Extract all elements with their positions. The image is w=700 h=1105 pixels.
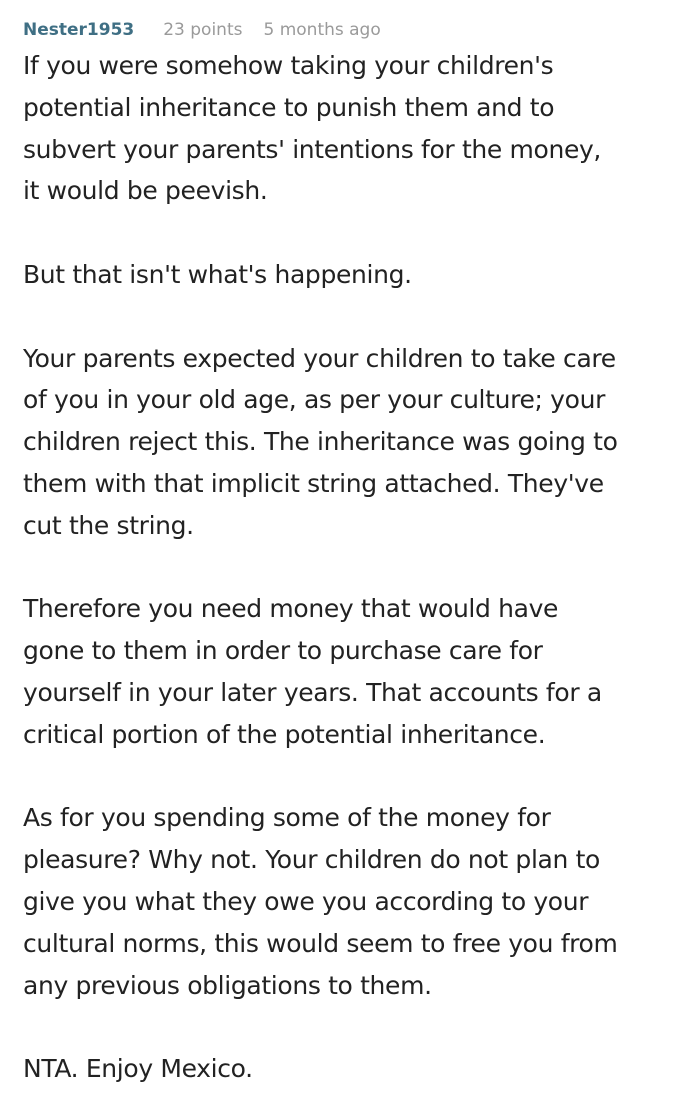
comment-line: Your parents expected your children to take care	[23, 343, 616, 373]
paragraph-gap	[23, 756, 683, 798]
comment-line: children reject this. The inheritance was going to	[23, 427, 618, 457]
comment-line: cultural norms, this would seem to free you from	[23, 928, 618, 958]
comment-line: subvert your parents' intentions for the money,	[23, 134, 602, 164]
comment-author[interactable]: Nester1953	[23, 20, 135, 40]
comment-line: it would be peevish.	[23, 176, 268, 206]
comment-line: critical portion of the potential inheritance.	[23, 719, 546, 749]
comment-line: give you what they owe you according to your	[23, 886, 589, 916]
comment-line: pleasure? Why not. Your children do not plan to	[23, 845, 600, 875]
comment-line: yourself in your later years. That accounts for a	[23, 677, 602, 707]
comment-line: any previous obligations to them.	[23, 970, 432, 1000]
comment-line: them with that implicit string attached. They've	[23, 468, 604, 498]
paragraph-gap	[23, 547, 683, 589]
paragraph-gap	[23, 296, 683, 338]
paragraph-gap	[23, 212, 683, 254]
comment-points: 23 points	[163, 20, 243, 40]
comment-paragraph	[23, 338, 683, 547]
comment-paragraph	[23, 254, 683, 296]
comment-paragraph	[23, 1048, 683, 1090]
comment-paragraph	[23, 45, 683, 212]
comment-body	[23, 45, 683, 1090]
comment-paragraph	[23, 797, 683, 1006]
comment-line: If you were somehow taking your children's	[23, 51, 554, 80]
paragraph-gap	[23, 1006, 683, 1048]
comment-line: gone to them in order to purchase care for	[23, 636, 543, 666]
comment-line: potential inheritance to punish them and to	[23, 92, 555, 122]
comment-line: cut the string.	[23, 510, 194, 540]
comment-line: of you in your old age, as per your culture; your	[23, 385, 605, 415]
comment-age[interactable]: 5 months ago	[263, 20, 381, 40]
comment-line: Therefore you need money that would have	[23, 594, 559, 624]
comment-line: But that isn't what's happening.	[23, 259, 412, 289]
comment-line: As for you spending some of the money for	[23, 803, 551, 833]
comment-line: NTA. Enjoy Mexico.	[23, 1054, 253, 1084]
comment-paragraph	[23, 588, 683, 755]
